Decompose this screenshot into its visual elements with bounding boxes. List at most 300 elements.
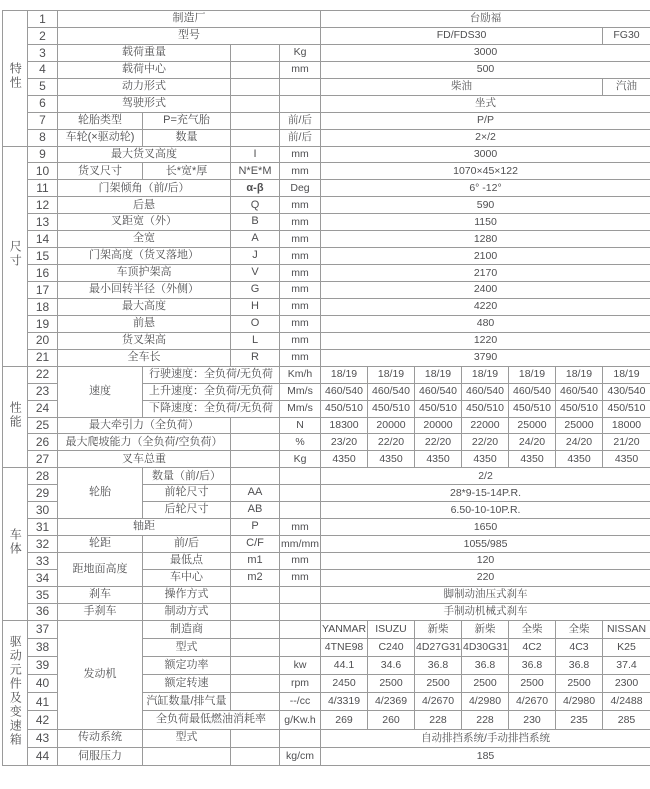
table-row	[3, 451, 650, 468]
unit-cell: mm	[280, 163, 321, 180]
row-number: 3	[28, 44, 58, 61]
unit-cell	[280, 586, 321, 603]
value-cell: 450/510	[603, 400, 650, 417]
symbol-cell: α-β	[231, 180, 280, 197]
unit-cell: Mm/s	[280, 383, 321, 400]
category-cell	[3, 366, 28, 468]
spec-label: 制造厂	[58, 11, 321, 28]
table-row	[3, 265, 650, 282]
value-cell: 460/540	[509, 383, 556, 400]
value-cell: 450/510	[415, 400, 462, 417]
spec-label: 行驶速度：全负荷/无负荷	[143, 366, 280, 383]
unit-cell: --/cc	[280, 693, 321, 711]
spec-label: 最大爬坡能力（全负荷/空负荷）	[58, 434, 231, 451]
value-cell: 24/20	[556, 434, 603, 451]
row-number: 12	[28, 197, 58, 214]
table-row	[3, 163, 650, 180]
unit-cell	[280, 638, 321, 656]
table-row	[3, 553, 650, 570]
value-cell: 228	[415, 711, 462, 729]
value-cell: 脚制动油压式刹车	[321, 586, 650, 603]
value-cell: 新柴	[462, 620, 509, 638]
value-cell: 1070×45×122	[321, 163, 650, 180]
symbol-cell	[231, 78, 280, 95]
row-number: 6	[28, 95, 58, 112]
value-cell: 24/20	[509, 434, 556, 451]
value-cell: 4350	[321, 451, 368, 468]
symbol-cell	[231, 675, 280, 693]
unit-cell	[280, 95, 321, 112]
value-cell: 1650	[321, 519, 650, 536]
value-cell: 4/2369	[368, 693, 415, 711]
spec-label: 制造商	[143, 620, 231, 638]
value-cell: 500	[321, 61, 650, 78]
symbol-cell: G	[231, 282, 280, 299]
value-cell: 21/20	[603, 434, 650, 451]
value-cell: 4350	[462, 451, 509, 468]
symbol-cell	[231, 129, 280, 146]
spec-label: 后悬	[58, 197, 231, 214]
value-cell: 4350	[556, 451, 603, 468]
value-cell: 460/540	[415, 383, 462, 400]
table-row	[3, 129, 650, 146]
unit-cell: mm	[280, 214, 321, 231]
row-number: 2	[28, 27, 58, 44]
spec-label: 动力形式	[58, 78, 231, 95]
symbol-cell: I	[231, 146, 280, 163]
value-cell: 22/20	[368, 434, 415, 451]
row-number: 13	[28, 214, 58, 231]
row-number: 26	[28, 434, 58, 451]
symbol-cell	[231, 586, 280, 603]
symbol-cell: R	[231, 349, 280, 366]
value-cell: 台励福	[321, 11, 650, 28]
symbol-cell	[231, 61, 280, 78]
value-cell: 460/540	[462, 383, 509, 400]
row-number: 9	[28, 146, 58, 163]
row-number: 16	[28, 265, 58, 282]
table-row	[3, 586, 650, 603]
symbol-cell: N*E*M	[231, 163, 280, 180]
spec-label: 驾驶形式	[58, 95, 231, 112]
value-cell: ISUZU	[368, 620, 415, 638]
row-number: 24	[28, 400, 58, 417]
value-cell: 18/19	[556, 366, 603, 383]
value-cell: 235	[556, 711, 603, 729]
unit-cell: mm	[280, 349, 321, 366]
spec-label: 伺服压力	[58, 747, 143, 765]
value-cell: 460/540	[321, 383, 368, 400]
value-cell: 2/2	[321, 468, 650, 485]
symbol-cell: H	[231, 298, 280, 315]
spec-label: 载荷中心	[58, 61, 231, 78]
value-cell: 2300	[603, 675, 650, 693]
row-number: 23	[28, 383, 58, 400]
row-number: 28	[28, 468, 58, 485]
category-label: 尺寸	[9, 240, 22, 268]
symbol-cell: m2	[231, 569, 280, 586]
value-cell: NISSAN	[603, 620, 650, 638]
unit-cell: Km/h	[280, 366, 321, 383]
value-cell: 4350	[368, 451, 415, 468]
value-cell: 1220	[321, 332, 650, 349]
value-cell: 185	[321, 747, 650, 765]
row-number: 27	[28, 451, 58, 468]
value-cell: 柴油	[321, 78, 603, 95]
row-number: 18	[28, 298, 58, 315]
spec-label: 前轮尺寸	[143, 485, 231, 502]
value-cell: 4350	[415, 451, 462, 468]
symbol-cell	[231, 747, 280, 765]
value-cell: 1280	[321, 231, 650, 248]
value-cell: 460/540	[556, 383, 603, 400]
value-cell: 2100	[321, 248, 650, 265]
spec-label: 轴距	[58, 519, 231, 536]
spec-label: 轮胎	[58, 468, 143, 519]
value-cell: 6.50-10-10P.R.	[321, 502, 650, 519]
table-row	[3, 146, 650, 163]
spec-label: 距地面高度	[58, 553, 143, 587]
value-cell: 2500	[556, 675, 603, 693]
table-row	[3, 349, 650, 366]
value-cell: 18/19	[462, 366, 509, 383]
symbol-cell	[231, 620, 280, 638]
value-cell: 590	[321, 197, 650, 214]
table-row	[3, 603, 650, 620]
symbol-cell: C/F	[231, 536, 280, 553]
table-row	[3, 282, 650, 299]
value-cell: 3000	[321, 146, 650, 163]
spec-label: 型号	[58, 27, 321, 44]
unit-cell: mm	[280, 61, 321, 78]
spec-label: 载荷重量	[58, 44, 231, 61]
value-cell: 22/20	[415, 434, 462, 451]
table-row	[3, 231, 650, 248]
symbol-cell	[231, 657, 280, 675]
value-cell: 自动排挡系统/手动排挡系统	[321, 729, 650, 747]
spec-label: 上升速度：全负荷/无负荷	[143, 383, 280, 400]
value-cell: 22000	[462, 417, 509, 434]
unit-cell: Deg	[280, 180, 321, 197]
row-number: 44	[28, 747, 58, 765]
symbol-cell	[231, 468, 280, 485]
row-number: 30	[28, 502, 58, 519]
value-cell: 460/540	[368, 383, 415, 400]
unit-cell: mm	[280, 231, 321, 248]
spec-label: 最低点	[143, 553, 231, 570]
value-cell: 36.8	[415, 657, 462, 675]
symbol-cell: B	[231, 214, 280, 231]
symbol-cell	[231, 451, 280, 468]
value-cell: 260	[368, 711, 415, 729]
value-cell: 25000	[556, 417, 603, 434]
value-cell: 4/2670	[509, 693, 556, 711]
value-cell: 3790	[321, 349, 650, 366]
row-number: 36	[28, 603, 58, 620]
value-cell: 手制动机械式刹车	[321, 603, 650, 620]
value-cell: 228	[462, 711, 509, 729]
spec-label: 全宽	[58, 231, 231, 248]
spec-label: 制动方式	[143, 603, 231, 620]
row-number: 33	[28, 553, 58, 570]
value-cell: 4350	[509, 451, 556, 468]
symbol-cell	[231, 693, 280, 711]
unit-cell	[280, 502, 321, 519]
row-number: 43	[28, 729, 58, 747]
value-cell: 450/510	[321, 400, 368, 417]
value-cell: 2500	[368, 675, 415, 693]
spec-label: 最大货叉高度	[58, 146, 231, 163]
value-cell: 4/2980	[556, 693, 603, 711]
category-label: 驱动元件及变速箱	[9, 635, 22, 747]
value-cell: 20000	[368, 417, 415, 434]
row-number: 22	[28, 366, 58, 383]
value-cell: 20000	[415, 417, 462, 434]
symbol-cell	[231, 417, 280, 434]
value-cell: 2×/2	[321, 129, 650, 146]
value-cell: 2170	[321, 265, 650, 282]
value-cell: 36.8	[462, 657, 509, 675]
value-cell: 450/510	[368, 400, 415, 417]
table-row	[3, 468, 650, 485]
unit-cell: rpm	[280, 675, 321, 693]
unit-cell: 前/后	[280, 112, 321, 129]
value-cell: 4TNE98	[321, 638, 368, 656]
table-row	[3, 417, 650, 434]
row-number: 15	[28, 248, 58, 265]
spec-label: 汽缸数量/排气量	[143, 693, 231, 711]
spec-label: 传动系统	[58, 729, 143, 747]
spec-label: 最大高度	[58, 298, 231, 315]
spec-label: 型式	[143, 729, 231, 747]
value-cell: 4350	[603, 451, 650, 468]
value-cell: 4/2980	[462, 693, 509, 711]
unit-cell: mm	[280, 146, 321, 163]
category-cell	[3, 620, 28, 765]
value-cell: 18000	[603, 417, 650, 434]
spec-label: 手刹车	[58, 603, 143, 620]
value-cell: 430/540	[603, 383, 650, 400]
table-row	[3, 620, 650, 638]
value-cell: 汽油	[603, 78, 650, 95]
table-row	[3, 78, 650, 95]
row-number: 35	[28, 586, 58, 603]
value-cell: 230	[509, 711, 556, 729]
value-cell: P/P	[321, 112, 650, 129]
unit-cell: mm	[280, 569, 321, 586]
unit-cell: mm/mm	[280, 536, 321, 553]
spec-label: 刹车	[58, 586, 143, 603]
value-cell: 37.4	[603, 657, 650, 675]
value-cell: 1055/985	[321, 536, 650, 553]
unit-cell: mm	[280, 315, 321, 332]
value-cell: 269	[321, 711, 368, 729]
unit-cell: Kg	[280, 44, 321, 61]
value-cell: 450/510	[556, 400, 603, 417]
spec-label: 轮距	[58, 536, 143, 553]
unit-cell	[280, 485, 321, 502]
row-number: 40	[28, 675, 58, 693]
value-cell: 4/2488	[603, 693, 650, 711]
spec-label: 数量	[143, 129, 231, 146]
table-row	[3, 434, 650, 451]
value-cell: FD/FDS30	[321, 27, 603, 44]
spec-label: 最小回转半径（外侧）	[58, 282, 231, 299]
row-number: 20	[28, 332, 58, 349]
forklift-spec-table	[2, 10, 650, 766]
unit-cell: Mm/s	[280, 400, 321, 417]
symbol-cell	[231, 44, 280, 61]
spec-label: 全车长	[58, 349, 231, 366]
row-number: 37	[28, 620, 58, 638]
unit-cell	[280, 78, 321, 95]
value-cell: 18/19	[415, 366, 462, 383]
spec-label: 额定功率	[143, 657, 231, 675]
row-number: 31	[28, 519, 58, 536]
spec-label: 车中心	[143, 569, 231, 586]
value-cell: 3000	[321, 44, 650, 61]
table-row	[3, 180, 650, 197]
symbol-cell	[231, 638, 280, 656]
row-number: 7	[28, 112, 58, 129]
value-cell: 1150	[321, 214, 650, 231]
row-number: 1	[28, 11, 58, 28]
spec-label: 货叉架高	[58, 332, 231, 349]
symbol-cell	[231, 112, 280, 129]
spec-label: 前/后	[143, 536, 231, 553]
table-row	[3, 197, 650, 214]
table-row	[3, 729, 650, 747]
spec-label: 长*宽*厚	[143, 163, 231, 180]
row-number: 10	[28, 163, 58, 180]
value-cell: 18/19	[368, 366, 415, 383]
category-cell	[3, 468, 28, 620]
unit-cell: mm	[280, 265, 321, 282]
row-number: 14	[28, 231, 58, 248]
row-number: 38	[28, 638, 58, 656]
table-row	[3, 747, 650, 765]
spec-label: 最大牵引力（全负荷）	[58, 417, 231, 434]
symbol-cell: O	[231, 315, 280, 332]
symbol-cell: J	[231, 248, 280, 265]
value-cell: 4/2670	[415, 693, 462, 711]
value-cell: 34.6	[368, 657, 415, 675]
category-cell	[3, 11, 28, 147]
spec-label: P=充气胎	[143, 112, 231, 129]
value-cell: 18/19	[321, 366, 368, 383]
unit-cell: kg/cm	[280, 747, 321, 765]
table-row	[3, 214, 650, 231]
unit-cell: mm	[280, 332, 321, 349]
value-cell: C240	[368, 638, 415, 656]
spec-label: 发动机	[58, 620, 143, 729]
row-number: 17	[28, 282, 58, 299]
value-cell: 285	[603, 711, 650, 729]
value-cell: 44.1	[321, 657, 368, 675]
table-row	[3, 536, 650, 553]
table-row	[3, 112, 650, 129]
symbol-cell: V	[231, 265, 280, 282]
value-cell: 18/19	[509, 366, 556, 383]
table-row	[3, 95, 650, 112]
spec-label: 全负荷最低燃油消耗率	[143, 711, 280, 729]
value-cell: 2500	[462, 675, 509, 693]
spec-label: 数量（前/后）	[143, 468, 231, 485]
table-row	[3, 366, 650, 383]
category-label: 特性	[9, 62, 22, 90]
table-row	[3, 332, 650, 349]
unit-cell: Kg	[280, 451, 321, 468]
value-cell: FG30	[603, 27, 650, 44]
value-cell: 22/20	[462, 434, 509, 451]
row-number: 34	[28, 569, 58, 586]
spec-label: 前悬	[58, 315, 231, 332]
value-cell: 4D30G31	[462, 638, 509, 656]
table-row	[3, 11, 650, 28]
unit-cell: mm	[280, 553, 321, 570]
spec-label: 操作方式	[143, 586, 231, 603]
row-number: 39	[28, 657, 58, 675]
unit-cell: mm	[280, 197, 321, 214]
value-cell: 4C3	[556, 638, 603, 656]
unit-cell: mm	[280, 282, 321, 299]
value-cell: 4/3319	[321, 693, 368, 711]
category-cell	[3, 146, 28, 366]
row-number: 4	[28, 61, 58, 78]
spec-label: 车轮(×驱动轮)	[58, 129, 143, 146]
spec-label: 车顶护架高	[58, 265, 231, 282]
unit-cell	[280, 620, 321, 638]
unit-cell: %	[280, 434, 321, 451]
value-cell: 2400	[321, 282, 650, 299]
table-row	[3, 315, 650, 332]
symbol-cell	[231, 95, 280, 112]
spec-label: 额定转速	[143, 675, 231, 693]
value-cell: 450/510	[462, 400, 509, 417]
value-cell: 2500	[509, 675, 556, 693]
symbol-cell	[231, 729, 280, 747]
symbol-cell	[231, 434, 280, 451]
table-row	[3, 519, 650, 536]
symbol-cell: Q	[231, 197, 280, 214]
value-cell: 23/20	[321, 434, 368, 451]
value-cell: 2500	[415, 675, 462, 693]
row-number: 41	[28, 693, 58, 711]
symbol-cell	[231, 603, 280, 620]
unit-cell	[280, 468, 321, 485]
row-number: 21	[28, 349, 58, 366]
row-number: 5	[28, 78, 58, 95]
spec-label: 轮胎类型	[58, 112, 143, 129]
table-row	[3, 298, 650, 315]
spec-label: 下降速度：全负荷/无负荷	[143, 400, 280, 417]
spec-label: 型式	[143, 638, 231, 656]
table-row	[3, 44, 650, 61]
value-cell: 18300	[321, 417, 368, 434]
table-row	[3, 61, 650, 78]
symbol-cell: P	[231, 519, 280, 536]
row-number: 11	[28, 180, 58, 197]
spec-label	[143, 747, 231, 765]
value-cell: 4D27G31	[415, 638, 462, 656]
category-label: 车体	[9, 528, 22, 556]
value-cell: 450/510	[509, 400, 556, 417]
value-cell: 坐式	[321, 95, 650, 112]
value-cell: 6° -12°	[321, 180, 650, 197]
unit-cell: N	[280, 417, 321, 434]
value-cell: 220	[321, 569, 650, 586]
symbol-cell: AA	[231, 485, 280, 502]
